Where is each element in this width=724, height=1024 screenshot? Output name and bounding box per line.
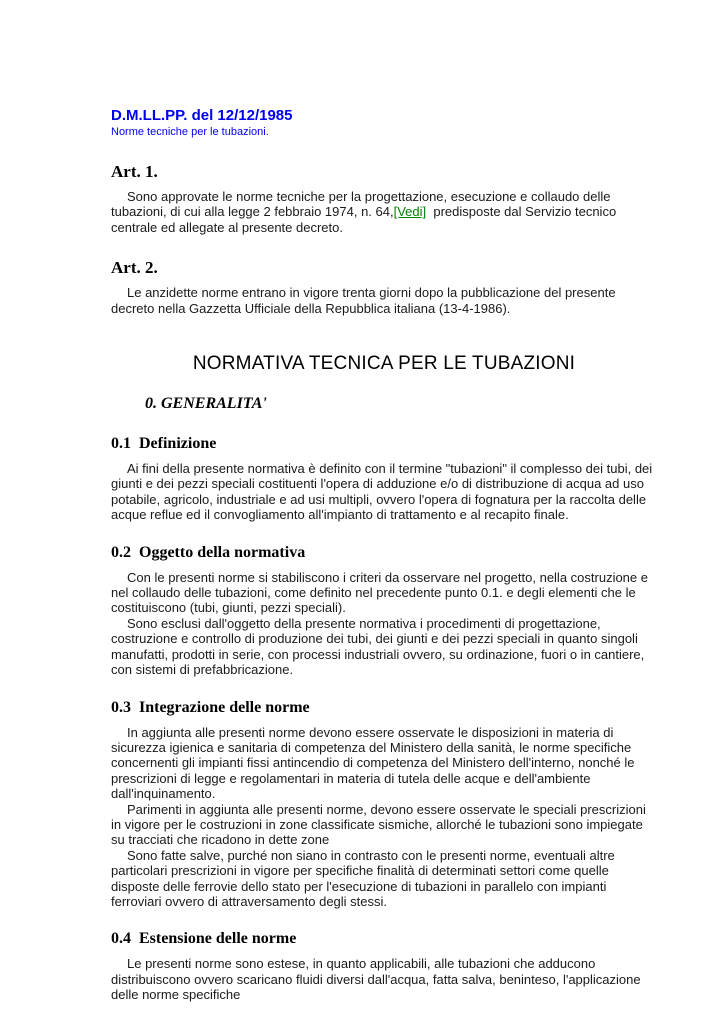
normativa-main-title: NORMATIVA TECNICA PER LE TUBAZIONI (192, 353, 576, 375)
article-1-paragraph (111, 189, 657, 235)
section-0-1-paragraph-1: Ai fini della presente normativa è definito con il termine "tubazioni" il complesso dei tubi, dei giunti e dei pezzi speciali costituenti l'opera di adduzione e/o di distribuzione di acqua ad uso potabile, agricolo, industriale e ad usi multipli, ovvero l'opera di fognatura per la raccolta delle acque reflue ed il convogliamento all'impianto di trattamento e al recapito finale. (111, 461, 656, 523)
section-0-1-heading: 0.1 Definizione (111, 435, 217, 453)
article-1-text-before-link: Sono approvate le norme tecniche per la progettazione, esecuzione e collaudo delle tubazioni, di cui alla legge 2 febbraio 1974, n. 64, (111, 189, 615, 220)
section-0-4-heading: 0.4 Estensione delle norme (111, 930, 297, 948)
section-0-2 (111, 543, 657, 678)
section-0-4-paragraph-1: Le presenti norme sono estese, in quanto applicabili, alle tubazioni che adducono distribuiscono ovvero scaricano fluidi diversi dall'acqua, fatta salva, beninteso, l'applicazione delle norme specifiche (111, 956, 645, 1003)
section-0-4 (111, 929, 657, 1002)
section-0-2-paragraph-1: Con le presenti norme si stabiliscono i criteri da osservare nel progetto, nella costruzione e nel collaudo delle tubazioni, come definito nel precedente punto 0.1. e degli elementi che le costituiscono (tubi, giunti, pezzi speciali). (111, 569, 652, 616)
article-1 (111, 162, 657, 235)
section-0-3-paragraph-1: In aggiunta alle presenti norme devono essere osservate le disposizioni in materia di sicurezza igienica e sanitaria di competenza del Ministero della sanità, le norme specifiche concernenti gli impianti fissi antincendio di competenza del Ministero dell'interno, nonché le prescrizioni di legge e regolamentari in materia di tutela delle acque e dell'ambiente dall'inquinamento. (111, 724, 639, 802)
section-0-3-paragraph-3: Sono fatte salve, purché non siano in contrasto con le presenti norme, eventuali altre particolari prescrizioni in vigore per specifiche finalità di determinati settori come quelle disposte delle ferrovie dello stato per l'esecuzione di tubazioni in parallelo con impianti ferroviari ovvero di attraversamento degli stessi. (111, 847, 619, 909)
document-subtitle: Norme tecniche per le tubazioni. (111, 126, 269, 138)
section-0-3-paragraph-2: Parimenti in aggiunta alle presenti norme, devono essere osservate le speciali prescrizioni in vigore per le costruzioni in zone classificate sismiche, allorché le tubazioni sono impiegate su tracciati che ricadono in dette zone (111, 801, 650, 848)
document-header (111, 107, 657, 139)
article-1-heading: Art. 1. (111, 162, 158, 181)
section-0-3-heading: 0.3 Integrazione delle norme (111, 698, 310, 716)
article-2-heading: Art. 2. (111, 258, 158, 278)
section-0-2-paragraph-2: Sono esclusi dall'oggetto della presente normativa i procedimenti di progettazione, costruzione e controllo di produzione dei tubi, dei giunti e dei pezzi speciali in quanto singoli manufatti, prodotti in serie, con processi industriali ovvero, su ordinazione, fuori o in cantiere, con sistemi di prefabbricazione. (111, 615, 648, 678)
article-2 (111, 258, 657, 316)
vedi-link[interactable]: [Vedi] (393, 204, 427, 220)
chapter-0-heading: 0. GENERALITA' (145, 395, 267, 413)
section-0-1 (111, 434, 657, 523)
section-0-2-heading: 0.2 Oggetto della normativa (111, 543, 306, 561)
article-1-text-after-link: predisposte dal Servizio tecnico centrale ed allegate al presente decreto. (111, 204, 620, 235)
document-title: D.M.LL.PP. del 12/12/1985 (111, 107, 293, 124)
article-2-paragraph: Le anzidette norme entrano in vigore trenta giorni dopo la pubblicazione del presente decreto nella Gazzetta Ufficiale della Repubblica italiana (13-4-1986). (111, 285, 620, 316)
section-0-3 (111, 698, 657, 910)
